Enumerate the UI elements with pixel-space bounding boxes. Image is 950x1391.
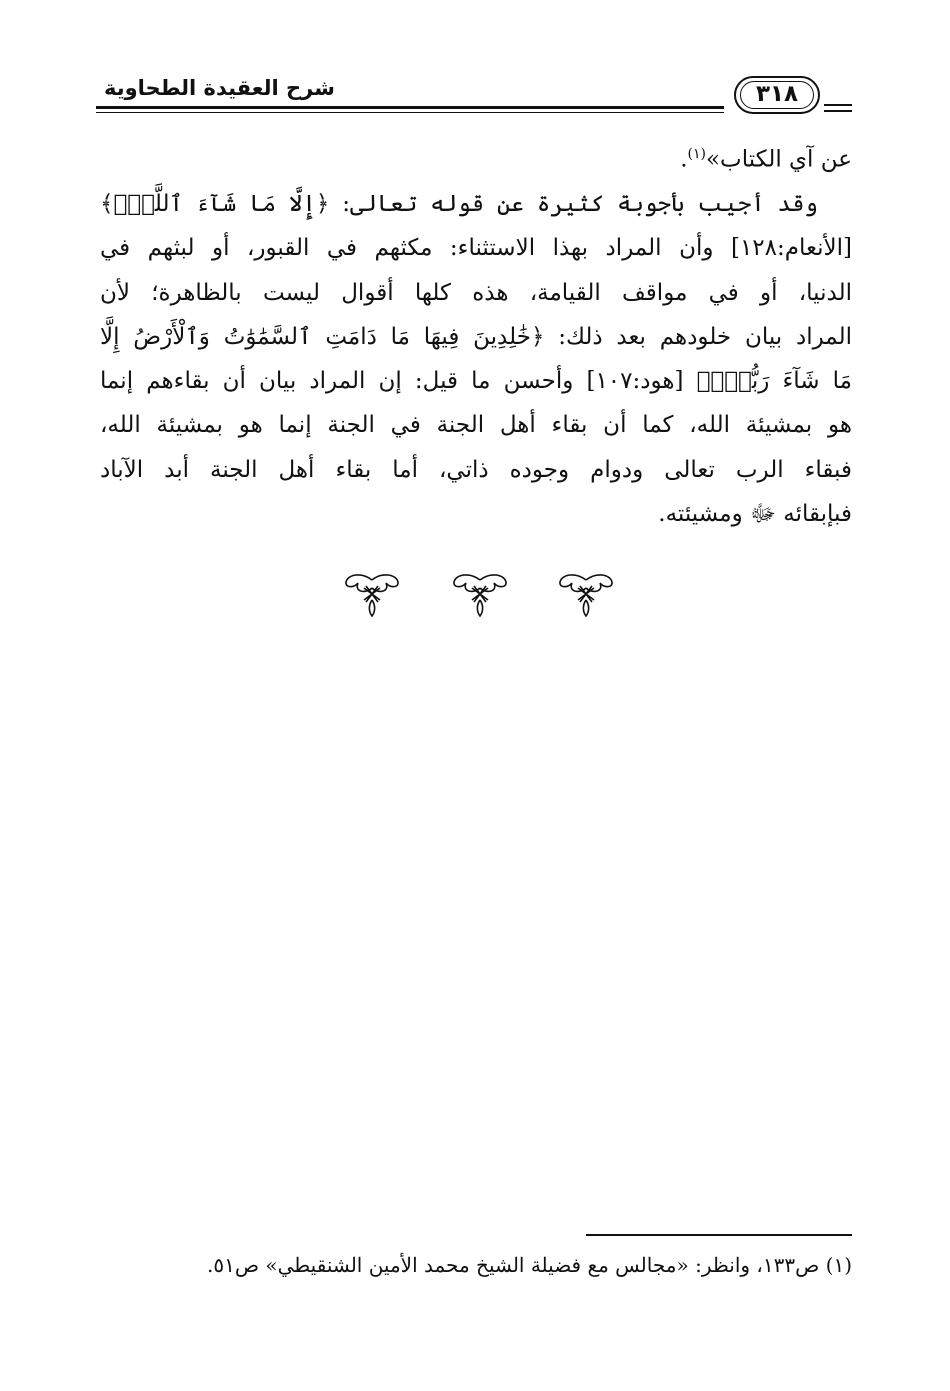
text-line: فبقاء الرب تعالى ودوام وجوده ذاتي، أما بقاء أهل الجنة أبد الآباد — [100, 456, 852, 483]
floral-knot-ornament-icon — [340, 570, 404, 618]
floral-knot-ornament-icon — [448, 570, 512, 618]
text-line: فبإبقائه ﷻ ومشيئته. — [658, 501, 852, 528]
text-line-content: عن آي الكتاب» — [705, 146, 852, 173]
page-number-frame — [734, 76, 820, 114]
header-rule-right-bottom — [824, 110, 852, 112]
text-line: الدنيا، أو في مواقف القيامة، هذه كلها أقوال ليست بالظاهرة؛ لأن — [100, 279, 852, 306]
text-line: مَا شَآءَ رَبُّكَۚ﴾ [هود:١٠٧] وأحسن ما قيل: إن المراد بيان أن بقاءهم إنما — [100, 368, 852, 395]
page-number: ٣١٨ — [755, 81, 799, 107]
page-header — [96, 64, 852, 122]
footnote: (١) ص١٣٣، وانظر: «مجالس مع فضيلة الشيخ محمد الأمين الشنقيطي» ص٥١. — [206, 1253, 852, 1277]
section-divider-ornaments — [340, 570, 620, 618]
header-rule-right-top — [824, 104, 852, 106]
header-rule-thick — [96, 106, 724, 109]
footnote-marker: (١) — [687, 146, 706, 162]
text-line: المراد بيان خلودهم بعد ذلك: ﴿خَٰلِدِينَ فِيهَا مَا دَامَتِ ٱلسَّمَٰوَٰتُ وَٱلْأَرْضُ إِلَّا — [100, 323, 852, 350]
main-text — [100, 132, 852, 536]
text-line: هو بمشيئة الله، كما أن بقاء أهل الجنة في الجنة إنما هو بمشيئة الله، — [100, 412, 852, 439]
floral-knot-ornament-icon — [554, 570, 618, 618]
header-rule-thin — [96, 112, 724, 113]
line-end-punct: . — [680, 146, 688, 173]
text-line: وقد أجيب بأجوبة كثيرة عن قوله تعالى: ﴿إِلَّا مَا شَآءَ ٱللَّهُۚ﴾ — [100, 190, 818, 217]
text-line: [الأنعام:١٢٨] وأن المراد بهذا الاستثناء: مكثهم في القبور، أو لبثهم في — [100, 235, 852, 262]
footnote-separator — [586, 1234, 852, 1236]
text-line — [100, 132, 852, 182]
book-title: شرح العقيدة الطحاوية — [104, 76, 335, 100]
